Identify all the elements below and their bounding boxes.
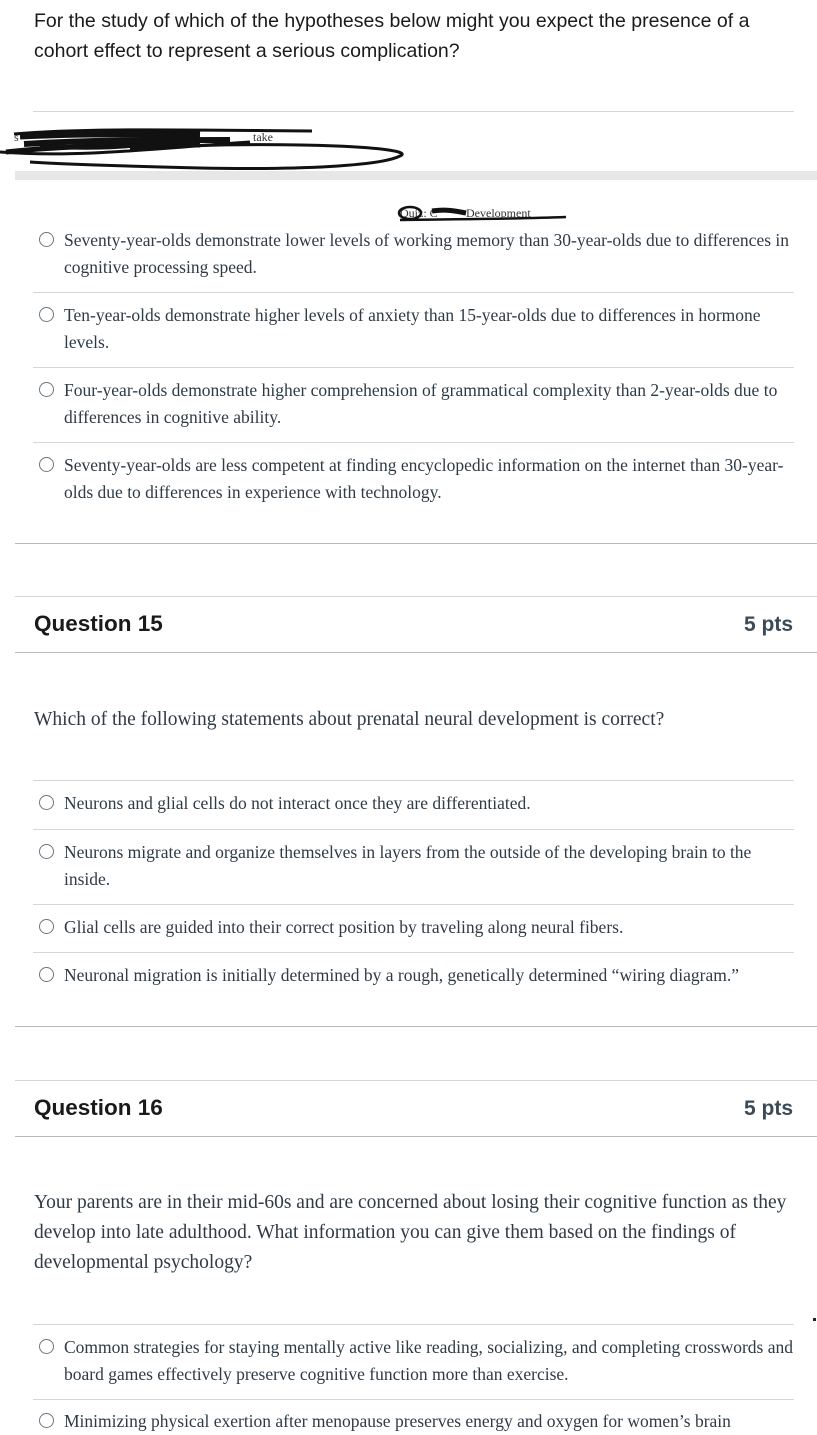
- scribble-strokes-quiz: [396, 203, 571, 223]
- answer-text: Ten-year-olds demonstrate higher levels of anxiety than 15-year-olds due to differences in hormone levels.: [64, 305, 761, 352]
- answer-text: Glial cells are guided into their correct position by traveling along neural fibers.: [64, 917, 624, 937]
- radio-button[interactable]: [39, 457, 54, 472]
- section-separator-band: [15, 171, 817, 180]
- radio-button[interactable]: [39, 1339, 54, 1354]
- header-divider: [15, 652, 817, 653]
- redacted-scribble-quiz: [396, 203, 571, 223]
- answer-text: Neuronal migration is initially determined by a rough, genetically determined “wiring diagram.”: [64, 965, 739, 985]
- divider: [33, 829, 794, 830]
- question-14-text: For the study of which of the hypotheses below might you expect the presence of a cohort effect to represent a serious complication?: [34, 10, 750, 62]
- q14-answer-3[interactable]: [34, 377, 794, 430]
- question-15-text: Which of the following statements about prenatal neural development is correct?: [34, 709, 665, 730]
- divider: [33, 111, 794, 112]
- question-16-points: 5 pts: [743, 1097, 793, 1120]
- divider: [33, 1324, 794, 1325]
- answer-text: Four-year-olds demonstrate higher comprehension of grammatical complexity than 2-year-olds due to differences in cognitive ability.: [64, 380, 778, 427]
- answer-text: Minimizing physical exertion after menopause preserves energy and oxygen for women’s brain: [64, 1411, 731, 1431]
- divider: [33, 952, 794, 953]
- q16-answer-1[interactable]: [34, 1334, 794, 1387]
- divider: [33, 780, 794, 781]
- answer-text: Seventy-year-olds demonstrate lower levels of working memory than 30-year-olds due to differences in cognitive processing speed.: [64, 230, 790, 277]
- answer-text: Neurons migrate and organize themselves in layers from the outside of the developing brain to the inside.: [64, 842, 752, 889]
- scribble-fragment-dev: Development: [466, 206, 531, 220]
- q14-answer-4[interactable]: [34, 452, 794, 505]
- radio-button[interactable]: [39, 232, 54, 247]
- question-15-title: Question 15: [34, 611, 163, 636]
- divider: [33, 904, 794, 905]
- question-15-points: 5 pts: [743, 613, 793, 636]
- scribble-fragment-mid: take: [253, 130, 273, 144]
- divider: [33, 442, 794, 443]
- q15-answer-1[interactable]: [34, 790, 794, 817]
- scribble-fragment-quiz: Quiz: C: [400, 206, 438, 220]
- question-bottom-border: [15, 1026, 817, 1027]
- radio-button[interactable]: [39, 307, 54, 322]
- radio-button[interactable]: [39, 1413, 54, 1428]
- q14-answer-2[interactable]: [34, 302, 794, 355]
- q14-answer-1[interactable]: [34, 227, 794, 280]
- question-top-border: [15, 1080, 817, 1081]
- q15-answer-4[interactable]: [34, 962, 794, 989]
- divider: [33, 1399, 794, 1400]
- question-16-header: [34, 1095, 793, 1121]
- radio-button[interactable]: [39, 795, 54, 810]
- answer-text: Seventy-year-olds are less competent at finding encyclopedic information on the internet than 30-year-olds due to differences in experience with technology.: [64, 455, 784, 502]
- dot-mark: [813, 1318, 816, 1321]
- radio-button[interactable]: [39, 382, 54, 397]
- radio-button[interactable]: [39, 844, 54, 859]
- question-top-border: [15, 596, 817, 597]
- question-16-title: Question 16: [34, 1095, 163, 1120]
- radio-button[interactable]: [39, 967, 54, 982]
- radio-button[interactable]: [39, 919, 54, 934]
- q15-answer-3[interactable]: [34, 914, 794, 941]
- q15-answer-2[interactable]: [34, 839, 794, 892]
- divider: [33, 292, 794, 293]
- question-15-header: [34, 611, 793, 637]
- answer-text: Neurons and glial cells do not interact once they are differentiated.: [64, 793, 531, 813]
- question-bottom-border: [15, 543, 817, 544]
- scribble-fragment-left: s: [14, 130, 19, 144]
- scribble-strokes: [0, 118, 420, 178]
- divider: [33, 367, 794, 368]
- answer-text: Common strategies for staying mentally active like reading, socializing, and completing crosswords and board games effectively preserve cognitive function more than exercise.: [64, 1337, 793, 1384]
- header-divider: [15, 1136, 817, 1137]
- question-16-text: Your parents are in their mid-60s and are concerned about losing their cognitive function as they develop into late adulthood. What information you can give them based on the findings of developmental psychology?: [34, 1192, 787, 1273]
- redacted-scribble: [0, 118, 420, 178]
